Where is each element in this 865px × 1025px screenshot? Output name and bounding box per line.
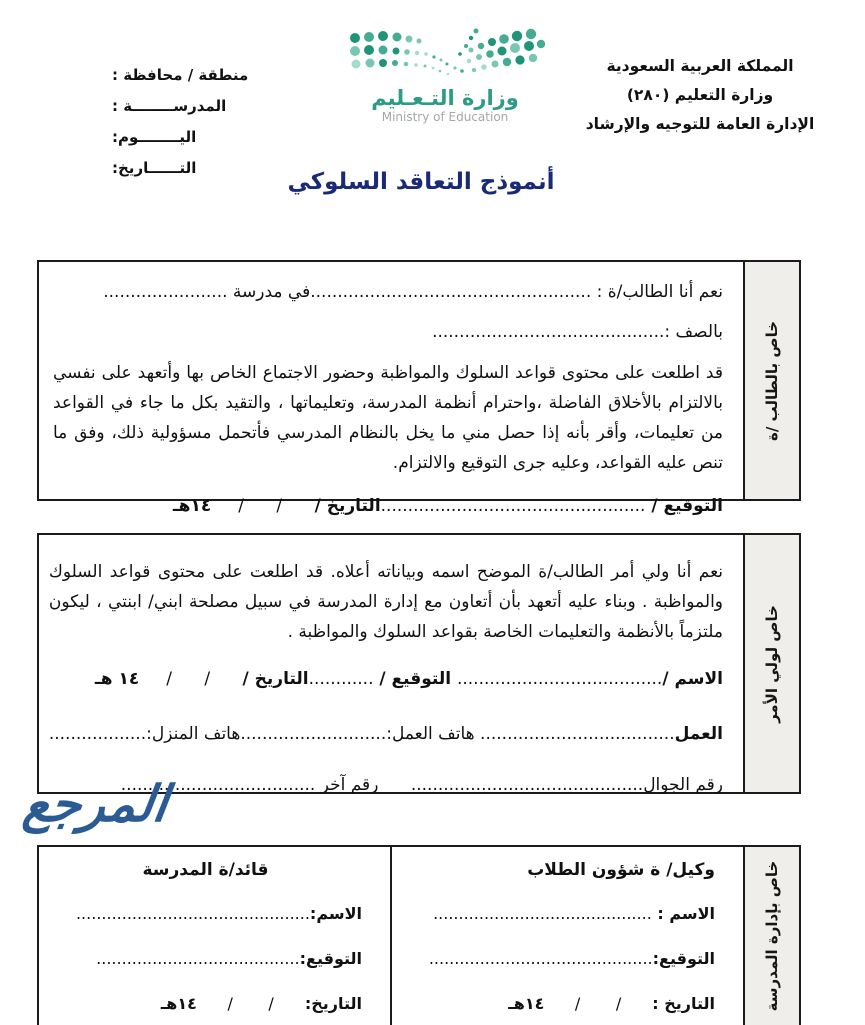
guardian-section-side-strip (743, 535, 799, 792)
school-leader-date-line: التاريخ: / / ١٤هـ (160, 994, 362, 1013)
guardian-section-content (35, 535, 743, 795)
student-name-line: نعم أنا الطالب/ة : ....................................................في مدرسة ....................... (103, 282, 723, 302)
admin-section-side-label: خاص بإدارة المدرسة (763, 860, 781, 1012)
admin-columns (39, 847, 743, 1025)
ministry-line: وزارة التعليم (٢٨٠) (626, 86, 774, 104)
ministry-of-education-logo (335, 24, 555, 125)
guardian-mobile-line: رقم الجوال........................................... رقم آخر .................................... (120, 775, 723, 795)
logo-english-wordmark: Ministry of Education (381, 110, 509, 124)
form-info-fields (112, 60, 322, 184)
ministry-logo-dots-icon (343, 24, 548, 82)
guardian-section-side-label: خاص لولي الأمر (763, 604, 781, 723)
school-leader-header: قائد/ة المدرسة (142, 860, 269, 880)
kingdom-line: المملكة العربية السعودية (606, 57, 794, 75)
ministry-header-block (575, 52, 825, 139)
school-field-label: المدرســــــــة : (112, 97, 227, 115)
student-signature-line: التوقيع / .................................................التاريخ / / / ١٤هـ (172, 496, 723, 516)
school-leader-name-line: الاسم:.............................................. (75, 904, 362, 923)
school-leader-column (39, 847, 392, 1025)
student-section-side-label: خاص بالطالب /ة (763, 320, 781, 441)
form-title: أنموذج التعاقد السلوكي (287, 169, 555, 195)
school-admin-section (37, 845, 801, 1025)
student-affairs-date-line: التاريخ : / / ١٤هـ (508, 994, 715, 1013)
guardian-work-phones-line: العمل.................................... هاتف العمل:...........................هاتف المنزل:.................. (48, 724, 723, 744)
guardian-pledge-paragraph: نعم أنا ولي أمر الطالب/ة الموضح اسمه وبياناته أعلاه. قد اطلعت على محتوى قواعد السلوك والمواظبة . وبناء عليه أتعهد بأن أتعاون مع إدارة المدرسة في سبيل مصلحة ابني/ ابنتي ، ليكون ملتزماً بالأنظمة والتعليمات الخاصة بقواعد السلوك والمواظبة . (48, 562, 723, 642)
date-field-label: التــــــاريخ: (112, 159, 197, 177)
student-affairs-signature-line: التوقيع:............................................ (428, 949, 715, 968)
logo-arabic-wordmark: وزارة التـعـليم (371, 86, 519, 110)
student-affairs-column (392, 847, 743, 1025)
school-leader-signature-line: التوقيع:........................................ (96, 949, 362, 968)
student-affairs-name-line: الاسم : ........................................... (433, 904, 715, 923)
day-field-label: اليــــــــوم: (112, 128, 197, 146)
guardian-section (37, 533, 801, 794)
region-field-label: منطقة / محافظة : (112, 66, 249, 84)
student-section-content (39, 262, 743, 516)
guardian-name-signature-line: الاسم /...................................... التوقيع / ............التاريخ / / / ١٤ هـ (94, 669, 723, 689)
student-section-side-strip (743, 262, 799, 499)
almarjaa-watermark-logo: المرجع (19, 775, 172, 833)
admin-section-side-strip (743, 847, 799, 1025)
student-section (37, 260, 801, 516)
student-affairs-header: وكيل/ ة شؤون الطلاب (527, 860, 715, 880)
student-pledge-paragraph: قد اطلعت على محتوى قواعد السلوك والمواظبة وحضور الاجتماع الخاص بها وأتعهد على نفسي بالالتزام بالأخلاق الفاضلة ،واحترام أنظمة المدرسة، وتعليماتها ، والتقيد بكل ما جاء في القواعد من تعليمات، وأقر بأنه إذا حصل مني ما يخل بالنظام المدرسي فأتحمل مسؤولية ذلك، وفق ما تنص عليه القواعد، وعليه جرى التوقيع والالتزام. (53, 363, 723, 473)
administration-line: الإدارة العامة للتوجيه والإرشاد (585, 115, 815, 133)
student-class-line: بالصف :........................................... (432, 322, 723, 342)
